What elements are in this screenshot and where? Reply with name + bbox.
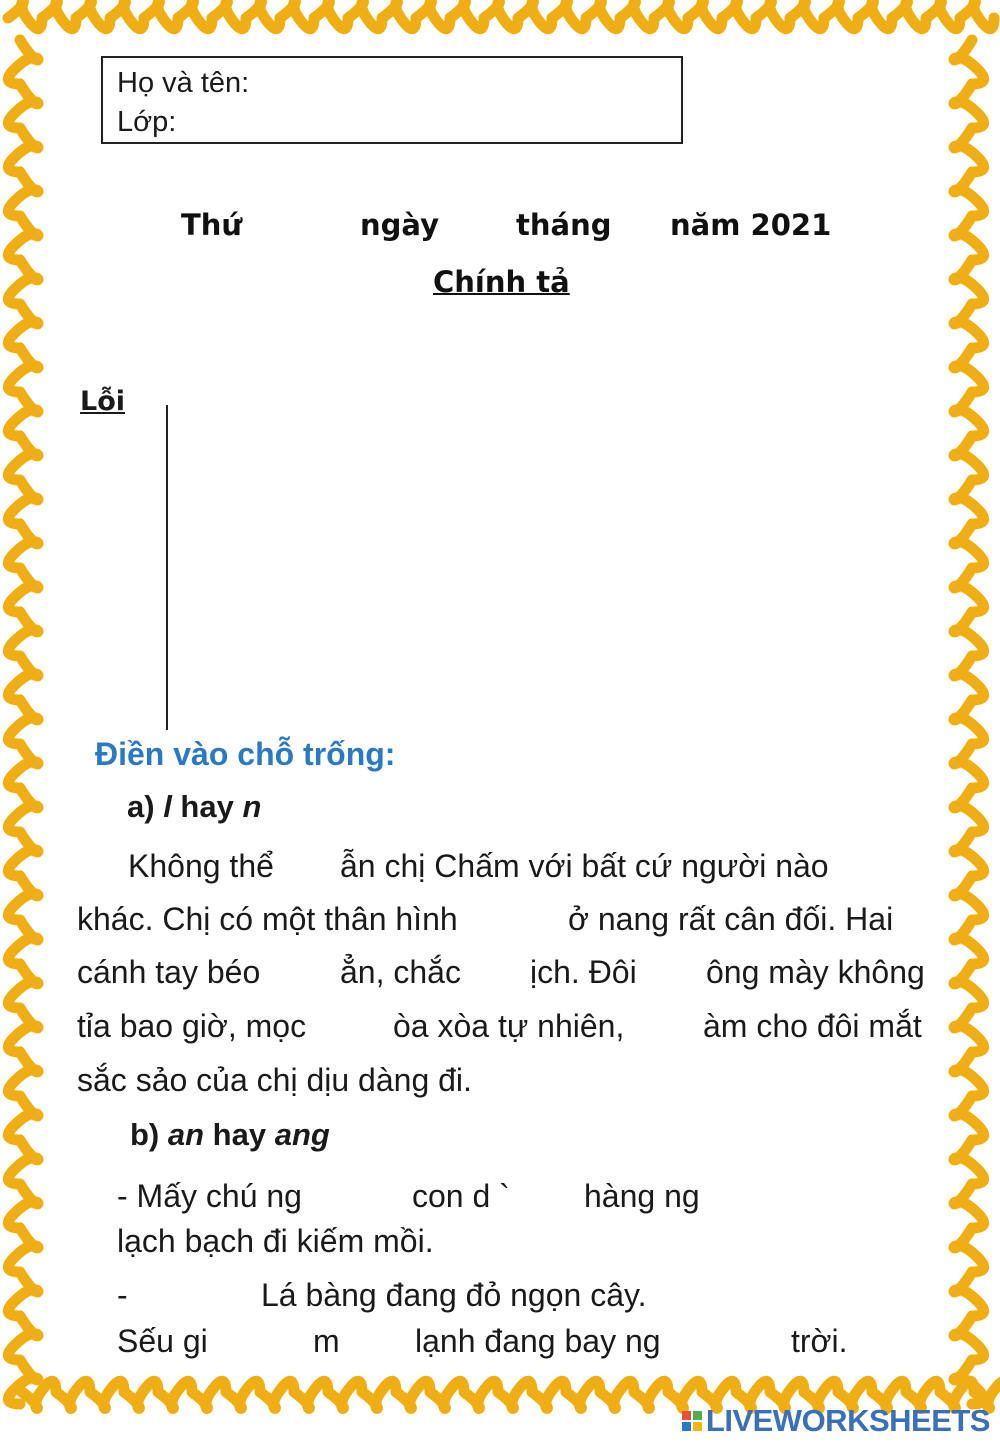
para-a-text: ở nang rất cân đối. Hai: [568, 901, 894, 937]
errors-divider-line: [166, 405, 168, 730]
part-b-text: lạnh đang bay ng: [415, 1323, 661, 1359]
para-a-text: cánh tay béo: [77, 954, 261, 990]
errors-label: Lỗi: [80, 386, 126, 417]
curl-loop: [8, 40, 38, 1404]
part-b-text: hàng ng: [584, 1178, 700, 1214]
student-info-box: [101, 56, 683, 144]
part-b-text: lạch bạch đi kiếm mồi.: [117, 1223, 434, 1259]
para-a-text: tỉa bao giờ, mọc: [77, 1008, 307, 1044]
part-b-text: Sếu gi: [117, 1323, 208, 1359]
class-field-label: Lớp:: [117, 106, 177, 138]
liveworksheets-logo-icon: [682, 1411, 702, 1431]
para-a-text: ông mày không: [706, 954, 925, 990]
part-a-heading: a) l hay n: [127, 789, 262, 824]
para-a-text: ẫn chị Chấm với bất cứ người nào: [340, 848, 829, 884]
para-a-text: àm cho đôi mắt: [703, 1008, 922, 1044]
part-b-text: Lá bàng đang đỏ ngọn cây.: [261, 1277, 647, 1313]
watermark-text: LIVEWORKSHEETS: [705, 1403, 990, 1438]
part-b-text: con d `: [412, 1178, 510, 1214]
liveworksheets-watermark: [682, 1403, 990, 1439]
subject-title: Chính tả: [433, 265, 570, 299]
para-a-text: òa xòa tự nhiên,: [393, 1008, 625, 1044]
date-label: ngày: [360, 208, 439, 242]
exercise-title: Điền vào chỗ trống:: [95, 736, 396, 772]
para-a-text: ẳn, chắc: [340, 954, 461, 990]
para-a-text: Không thể: [128, 848, 274, 884]
para-a-text: ịch. Đôi: [530, 954, 637, 990]
month-label: tháng: [516, 208, 612, 242]
part-b-text: m: [313, 1323, 340, 1359]
part-b-text: -: [117, 1277, 128, 1313]
para-a-text: sắc sảo của chị dịu dàng đi.: [77, 1062, 472, 1098]
day-label: Thứ: [181, 208, 243, 242]
part-b-text: trời.: [791, 1323, 848, 1359]
curl-loop: [954, 40, 984, 1404]
para-a-text: khác. Chị có một thân hình: [77, 901, 458, 937]
curl-loop: [8, 2, 994, 29]
part-b-text: - Mấy chú ng: [117, 1178, 302, 1214]
year-label: năm 2021: [670, 208, 832, 242]
name-field-label: Họ và tên:: [117, 67, 250, 99]
part-b-heading: b) an hay ang: [130, 1117, 330, 1152]
